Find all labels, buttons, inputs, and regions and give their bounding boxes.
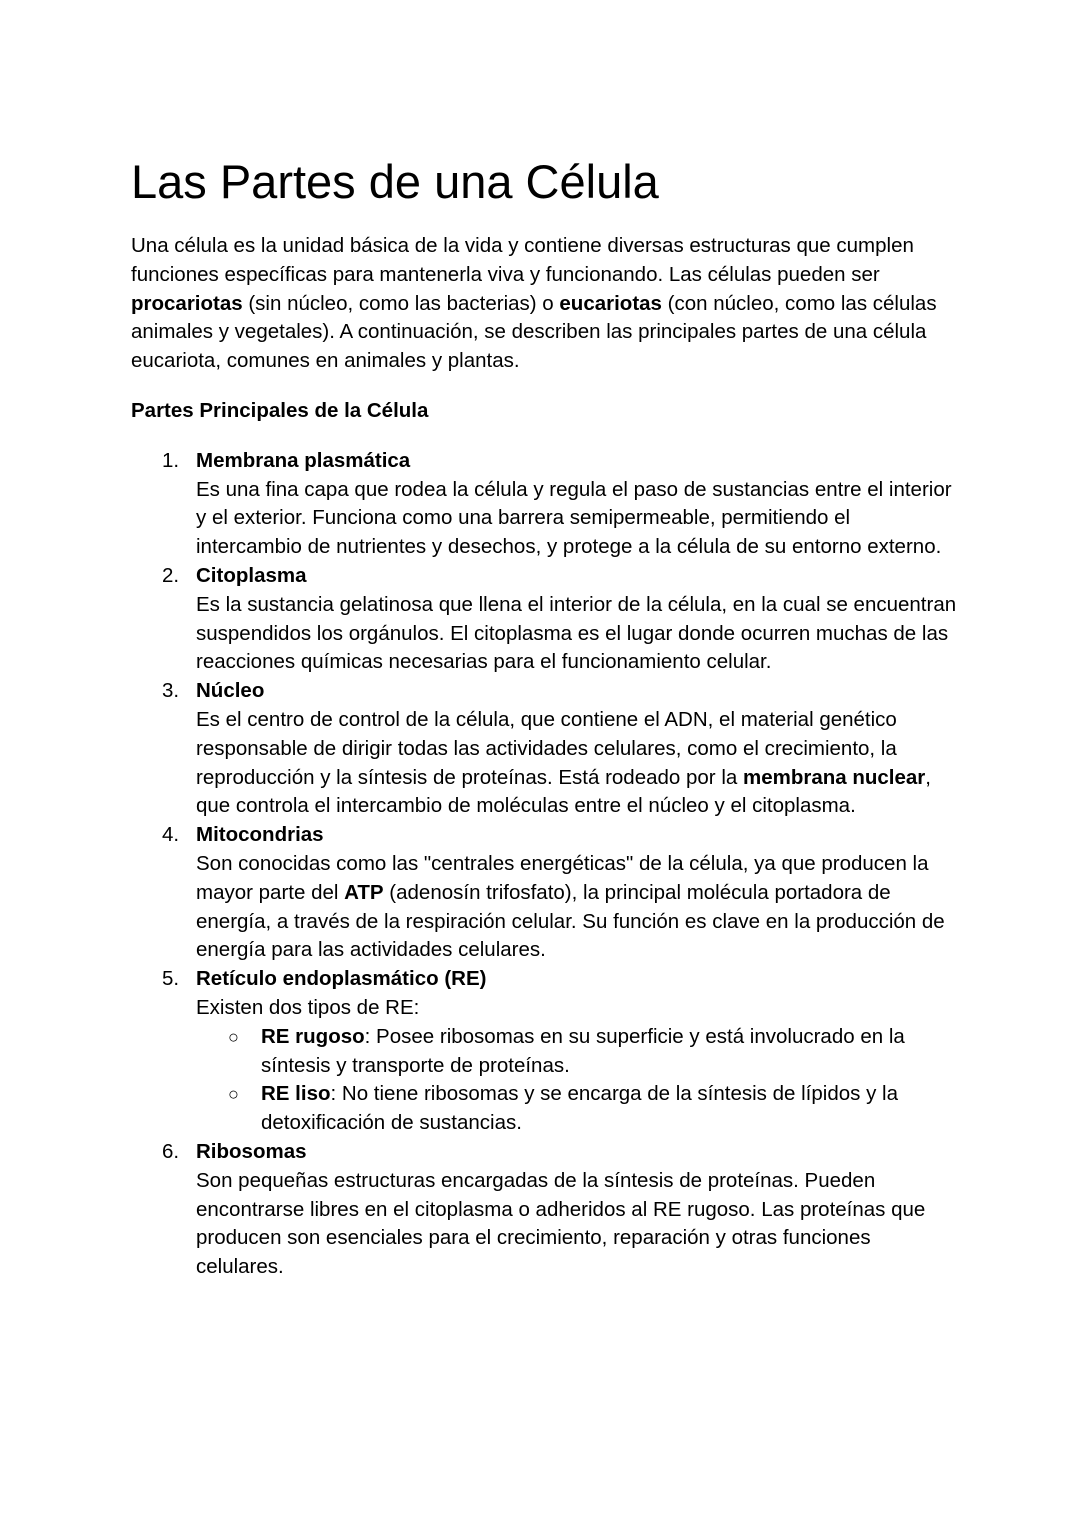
item-body-bold: membrana nuclear — [742, 765, 926, 789]
sub-item-label: RE rugoso — [261, 1024, 365, 1048]
intro-text-1: Una célula es la unidad básica de la vida y contiene diversas estructuras que cumplen funciones específicas para mantenerla viva y funcionando. Las células pueden ser — [131, 234, 914, 286]
item-body — [196, 706, 961, 821]
sub-list — [196, 1023, 961, 1138]
intro-bold-eucariotas: eucariotas — [559, 291, 662, 315]
item-title: Mitocondrias — [196, 823, 324, 847]
hollow-circle-bullet-icon: ○ — [228, 1026, 239, 1047]
intro-paragraph — [131, 232, 961, 376]
item-body — [196, 850, 961, 965]
list-number: 6. — [162, 1139, 180, 1163]
sub-item-text: : No tiene ribosomas y se encarga de la síntesis de lípidos y la detoxificación de sustancias. — [261, 1082, 898, 1135]
intro-text-2: (sin núcleo, como las bacterias) o — [242, 291, 560, 315]
item-title: Retículo endoplasmático (RE) — [196, 967, 487, 991]
hollow-circle-bullet-icon: ○ — [228, 1084, 239, 1105]
list-item — [131, 677, 961, 821]
item-body-text: , que controla el intercambio de moléculas entre el núcleo y el citoplasma. — [196, 765, 931, 818]
item-body: Existen dos tipos de RE: — [196, 995, 420, 1019]
list-item — [131, 562, 961, 677]
item-body-text: Son conocidas como las "centrales energéticas" de la célula, ya que producen la mayor parte del — [196, 851, 929, 904]
item-body-bold: ATP — [344, 880, 384, 904]
item-title: Membrana plasmática — [196, 448, 411, 472]
item-body-text: Es el centro de control de la célula, que contiene el ADN, el material genético responsable de dirigir todas las actividades celulares, como el crecimiento, la reproducción y la síntesis de proteínas. Está rodeado por la — [196, 707, 897, 789]
sub-item-text: : Posee ribosomas en su superficie y está involucrado en la síntesis y transporte de proteínas. — [261, 1024, 905, 1077]
item-body: Son pequeñas estructuras encargadas de la síntesis de proteínas. Pueden encontrarse libres en el citoplasma o adheridos al RE rugoso. Las proteínas que producen son esenciales para el crecimiento, reparación y otras funciones celulares. — [196, 1168, 926, 1279]
sub-list-item — [196, 1080, 961, 1138]
list-item — [131, 965, 961, 1138]
sub-item-label: RE liso — [261, 1082, 331, 1106]
document-page — [131, 150, 961, 1282]
item-title: Citoplasma — [196, 563, 307, 587]
list-number: 2. — [162, 563, 180, 587]
item-title: Núcleo — [196, 679, 265, 703]
parts-list — [131, 447, 961, 1282]
list-item — [131, 447, 961, 562]
item-body: Es una fina capa que rodea la célula y regula el paso de sustancias entre el interior y el exterior. Funciona como una barrera semipermeable, permitiendo el intercambio de nutrientes y desechos, y protege a la célula de su entorno externo. — [196, 477, 952, 559]
list-number: 3. — [162, 679, 180, 703]
section-heading: Partes Principales de la Célula — [131, 398, 429, 422]
intro-text-3: (con núcleo, como las células animales y vegetales). A continuación, se describen las principales partes de una célula eucariota, comunes en animales y plantas. — [131, 291, 937, 373]
item-title: Ribosomas — [196, 1139, 307, 1163]
item-body: Es la sustancia gelatinosa que llena el interior de la célula, en la cual se encuentran suspendidos los orgánulos. El citoplasma es el lugar donde ocurren muchas de las reacciones químicas necesarias para el funcionamiento celular. — [196, 592, 957, 674]
list-number: 1. — [162, 448, 180, 472]
list-item — [131, 1138, 961, 1282]
sub-list-item — [196, 1023, 961, 1081]
list-number: 4. — [162, 823, 180, 847]
list-number: 5. — [162, 967, 180, 991]
item-body-text: (adenosín trifosfato), la principal molécula portadora de energía, a través de la respiración celular. Su función es clave en la producción de energía para las actividades celulares. — [196, 880, 945, 962]
page-title: Las Partes de una Célula — [131, 155, 659, 208]
intro-bold-procariotas: procariotas — [131, 291, 243, 315]
list-item — [131, 821, 961, 965]
